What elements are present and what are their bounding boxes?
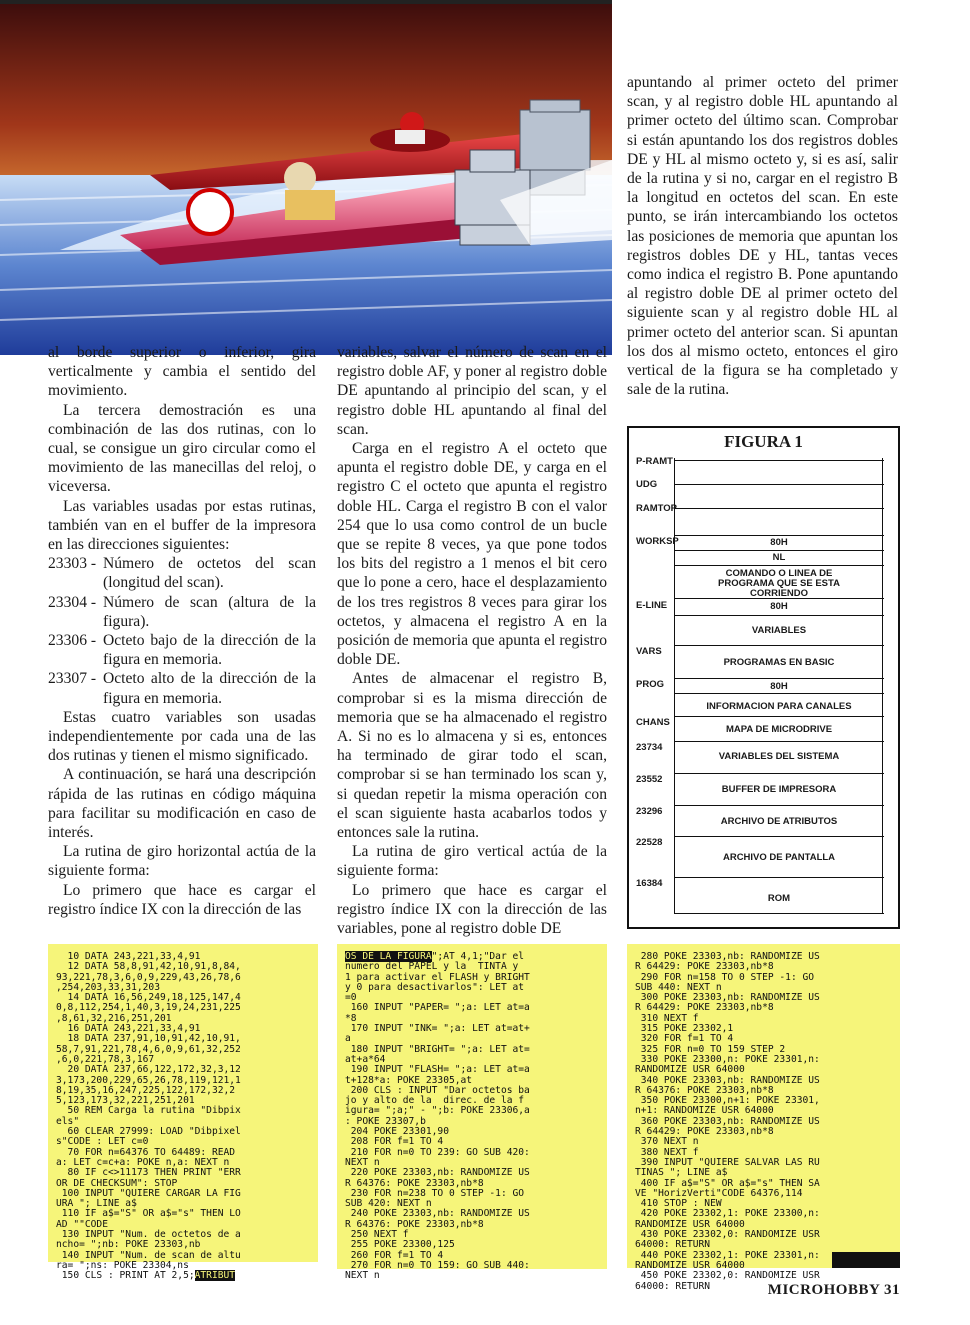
code-line: 12 DATA 58,8,91,42,10,91,8,84,	[56, 961, 241, 973]
code-line: 330 POKE 23300,n: POKE 23301,n:	[635, 1053, 820, 1065]
code-line: SUB 440: NEXT n	[635, 981, 722, 993]
text-column-2	[337, 343, 607, 938]
code-line: numero del PAPEL y la TINTA y	[345, 961, 519, 973]
code-line: 14 DATA 16,56,249,18,125,147,4	[56, 992, 241, 1004]
page-number: 31	[884, 1282, 900, 1298]
code-line: 0,8,112,254,1,40,3,19,24,231,225	[56, 1002, 241, 1014]
code-line: 20 DATA 237,66,122,172,32,3,12	[56, 1064, 241, 1076]
memory-label: VARS	[636, 646, 662, 657]
memory-boundary	[674, 716, 884, 717]
code-line: els"	[56, 1115, 80, 1127]
paragraph: Lo primero que hace es cargar el registro índice IX con la dirección de las	[48, 881, 316, 918]
code-line: 208 FOR f=1 TO 4	[345, 1136, 444, 1148]
listing-code	[345, 952, 601, 1282]
code-line: 380 NEXT f	[635, 1146, 699, 1158]
powerboat-illustration	[0, 0, 612, 355]
code-line: : POKE 23307,b	[345, 1115, 426, 1127]
code-line: 204 POKE 23301,90	[345, 1126, 449, 1138]
code-line: ncho= ";nb: POKE 23303,nb	[56, 1239, 201, 1251]
code-line: 58,7,91,221,78,4,6,0,9,61,32,252	[56, 1043, 241, 1055]
code-line: 64000: RETURN	[635, 1239, 711, 1251]
code-line: R 64376: POKE 23303,nb*8	[345, 1218, 484, 1230]
code-line: 60 CLEAR 27999: LOAD "Dibpixel	[56, 1126, 241, 1138]
memory-boundary	[674, 805, 884, 806]
code-line: 160 INPUT "PAPER= ";a: LET at=a	[345, 1002, 530, 1014]
memory-boundary	[674, 565, 884, 566]
powerboat-art	[0, 0, 612, 355]
memory-cell: ARCHIVO DE PANTALLA	[722, 852, 836, 863]
code-line: R 64429: POKE 23303,nb*8	[635, 961, 774, 973]
code-line: 310 NEXT f	[635, 1012, 699, 1024]
memory-cell: PROGRAMAS EN BASIC	[723, 657, 835, 668]
code-line: 340 POKE 23303,nb: RANDOMIZE US	[635, 1074, 820, 1086]
paragraph: al borde superior o inferior, gira verticalmente y cambia el sentido del movimiento.	[48, 344, 316, 400]
listing-code	[635, 952, 894, 1292]
memory-boundary	[674, 550, 884, 551]
code-line: 16 DATA 243,221,33,4,91	[56, 1023, 201, 1035]
code-line: 100 INPUT "QUIERE CARGAR LA FIG	[56, 1187, 241, 1199]
variable-entry	[48, 593, 316, 631]
code-line: ,254,203,33,31,203	[56, 981, 160, 993]
memory-boundary	[674, 773, 884, 774]
code-line: 220 POKE 23303,nb: RANDOMIZE US	[345, 1167, 530, 1179]
code-line: ";AT 4,1;"Dar el	[431, 951, 525, 962]
variable-address: 23306 -	[48, 632, 97, 650]
code-line: 1 para activar el FLASH y BRIGHT	[345, 971, 530, 983]
paragraph: Antes de almacenar el registro B, comprobar si es la misma dirección de memoria que se ha almacenado el registro A. Si no es lo almacena y si es, entonces ha terminado de girar todo el scan, comprobar si se han terminado los scan y, si quedan repetir la misma operación con el scan siguiente hasta acabarlos todos y entonces sale la rutina.	[337, 670, 607, 842]
inverse-video-text: ATRIBUT	[194, 1270, 236, 1282]
code-line: R 64376: POKE 23303,nb*8	[345, 1177, 484, 1189]
code-line: 270 FOR n=0 TO 159: GO SUB 440:	[345, 1259, 530, 1271]
code-line: at+a*64	[345, 1053, 386, 1065]
code-line: 260 FOR f=1 TO 4	[345, 1249, 444, 1261]
memory-cell: ARCHIVO DE ATRIBUTOS	[720, 816, 838, 827]
code-line: R 64429: POKE 23303,nb*8	[635, 1002, 774, 1014]
memory-label: UDG	[636, 479, 658, 490]
code-line: 8,19,35,16,247,225,122,172,32,2	[56, 1084, 236, 1096]
memory-label: 22528	[636, 837, 663, 848]
code-line: 280 POKE 23303,nb: RANDOMIZE US	[635, 951, 820, 962]
code-line: =0	[345, 992, 357, 1004]
code-line: igura= ";a;" - ";b: POKE 23306,a	[345, 1105, 530, 1117]
basic-listing-1	[48, 944, 318, 1282]
code-line: ra= ";ns: POKE 23304,ns	[56, 1259, 189, 1271]
code-line: OR DE CHECKSUM": STOP	[56, 1177, 178, 1189]
variable-address: 23307 -	[48, 670, 97, 688]
code-line: SUB 420: NEXT n	[345, 1198, 432, 1210]
memory-cell: 80H	[770, 681, 788, 692]
memory-boundary	[674, 460, 884, 461]
variable-address: 23304 -	[48, 593, 97, 611]
magazine-name: MICROHOBBY	[767, 1282, 880, 1298]
listing-code	[56, 952, 312, 1282]
code-line: NEXT n	[345, 1156, 380, 1168]
code-line: 250 NEXT f	[345, 1229, 409, 1241]
paragraph: Las variables usadas por estas rutinas, también van en el buffer de la impresora en las direcciones siguientes:	[48, 497, 316, 554]
code-line: 390 INPUT "QUIERE SALVAR LAS RU	[635, 1156, 820, 1168]
code-line: 180 INPUT "BRIGHT= ";a: LET at=	[345, 1043, 530, 1055]
code-line: 430 POKE 23302,0: RANDOMIZE USR	[635, 1229, 820, 1241]
code-line: 170 INPUT "INK= ";a: LET at=at+	[345, 1023, 530, 1035]
code-line: 230 FOR n=238 TO 0 STEP -1: GO	[345, 1187, 525, 1199]
variable-description: Octeto bajo de la dirección de la figura en memoria.	[103, 632, 316, 669]
code-line: 110 IF a$="S" OR a$="s" THEN LO	[56, 1208, 241, 1220]
memory-boundary	[674, 913, 884, 914]
code-line: 320 FOR f=1 TO 4	[635, 1033, 734, 1045]
memory-cell: ROM	[767, 893, 791, 904]
memory-boundary	[674, 645, 884, 646]
code-line: 190 INPUT "FLASH= ";a: LET at=a	[345, 1064, 530, 1076]
code-line: 300 POKE 23303,nb: RANDOMIZE US	[635, 992, 820, 1004]
paragraph: Lo primero que hace es cargar el registro índice IX con la dirección de las variables, pone al registro doble DE	[337, 881, 607, 938]
memory-label: WORKSP	[636, 536, 679, 547]
text-column-3	[627, 73, 898, 399]
code-line: *8	[345, 1012, 357, 1024]
memory-boundary	[674, 615, 884, 616]
memory-boundary	[674, 678, 884, 679]
code-line: 440 POKE 23302,1: POKE 23301,n:	[635, 1249, 820, 1261]
code-line: NEXT n	[345, 1270, 380, 1282]
memory-cell: MAPA DE MICRODRIVE	[725, 724, 833, 735]
paragraph: apuntando al primer octeto del primer scan, y al registro doble HL apuntando al primer octeto del último scan. Comprobar si están apuntando los dos registros dobles DE y HL al mismo octeto y, si es así, salir de la rutina y si no, cargar en el registro B la longitud en octetos del scan. En este punto, se irán intercambiando los octetos las posiciones de memoria que apuntan los registros dobles DE y HL, tantas veces como indica el registro B. Pone apuntando al registro doble DE al primer octeto del siguiente scan y al registro doble HL al primer octeto del anterior scan. Si apuntan los dos al mismo octeto, entonces el giro vertical de la figura se ha completado y sale de la rutina.	[627, 74, 898, 399]
memory-label: CHANS	[636, 717, 670, 728]
code-line: 64000: RETURN	[635, 1280, 711, 1292]
page-footer	[768, 1282, 900, 1299]
memory-boundary	[674, 693, 884, 694]
paragraph: Estas cuatro variables son usadas independientemente por cada una de las dos rutinas y tienen el mismo significado.	[48, 708, 316, 765]
code-line: R 64429: POKE 23303,nb*8	[635, 1126, 774, 1138]
paragraph: variables, salvar el número de scan en el registro doble AF, y poner al registro doble DE apuntando al principio del scan, y el registro doble HL apuntando al final del scan.	[337, 344, 607, 438]
code-line: 5,123,173,32,221,251,201	[56, 1095, 195, 1107]
code-line: VE "HorizVerti"CODE 64376,114	[635, 1187, 803, 1199]
memory-cell: BUFFER DE IMPRESORA	[721, 784, 837, 795]
paragraph: La rutina de giro vertical actúa de la siguiente forma:	[337, 843, 607, 880]
variable-address: 23303 -	[48, 555, 97, 573]
memory-cell: INFORMACION PARA CANALES	[706, 701, 852, 712]
code-line: AD ""CODE	[56, 1218, 108, 1230]
code-line: 150 CLS : PRINT AT 2,5;	[56, 1270, 195, 1282]
code-line: 210 FOR n=0 TO 239: GO SUB 420:	[345, 1146, 530, 1158]
code-line: jo y alto de la direc. de la f	[345, 1095, 525, 1107]
memory-label: P-RAMT	[636, 456, 673, 467]
memory-cell: VARIABLES	[751, 625, 807, 636]
memory-label: E-LINE	[636, 600, 668, 611]
variable-entry	[48, 631, 316, 669]
code-line: 10 DATA 243,221,33,4,91	[56, 951, 201, 962]
code-line: 80 IF c<>11173 THEN PRINT "ERR	[56, 1167, 241, 1179]
memory-cell: 80H	[770, 537, 788, 548]
code-line: 325 FOR n=0 TO 159 STEP 2	[635, 1043, 786, 1055]
memory-label: RAMTOP	[636, 503, 677, 514]
code-line: 400 IF a$="S" OR a$="s" THEN SA	[635, 1177, 820, 1189]
code-line: ,8,61,32,216,251,201	[56, 1012, 172, 1024]
code-line: 93,221,78,3,6,0,9,229,43,26,78,6	[56, 971, 241, 983]
code-line: 420 POKE 23302,1: POKE 23300,n:	[635, 1208, 820, 1220]
code-line: 450 POKE 23302,0: RANDOMIZE USR	[635, 1270, 820, 1282]
inverse-video-text: OS DE LA FIGURA	[345, 951, 432, 962]
memory-boundary	[674, 508, 884, 509]
code-line: a	[345, 1033, 351, 1045]
code-line: RANDOMIZE USR 64000	[635, 1218, 745, 1230]
code-line: ,6,0,221,78,3,167	[56, 1053, 155, 1065]
paragraph: A continuación, se hará una descripción rápida de las rutinas en código máquina para facilitar su modificación en caso de interés.	[48, 766, 316, 842]
memory-boundary	[674, 741, 884, 742]
basic-listing-2	[337, 944, 607, 1282]
paragraph: Carga en el registro A el octeto que apunta el registro doble DE, y carga en el registro C el octeto que apunta el registro doble HL. Carga el registro B con el valor 254 que lo usa como control de un bucle que se repite 8 veces, ya que pone todos los bits del registro a 1 menos el bit cero que lo pone a cero, hace el desplazamiento de los tres registros 8 veces para girar los octetos, y almacena el registro A en la posición de memoria que apunta el registro doble DE.	[337, 440, 607, 669]
memory-boundary	[674, 836, 884, 837]
memory-map-figure	[627, 426, 900, 929]
figure-title: FIGURA 1	[724, 432, 803, 451]
text-column-1	[48, 343, 316, 919]
memory-boundary	[674, 877, 884, 878]
variable-description: Octeto alto de la dirección de la figura en memoria.	[103, 670, 316, 707]
code-line: R 64376: POKE 23303,nb*8	[635, 1084, 774, 1096]
memory-cell: COMANDO O LINEA DE PROGRAMA QUE SE ESTA CORRIENDO	[718, 568, 840, 599]
listing-end-marker	[832, 1252, 900, 1268]
code-line: 3,173,200,229,65,26,78,119,121,1	[56, 1074, 241, 1086]
code-line: n+1: RANDOMIZE USR 64000	[635, 1105, 774, 1117]
code-line: 240 POKE 23303,nb: RANDOMIZE US	[345, 1208, 530, 1220]
variable-description: Número de octetos del scan (longitud del scan).	[103, 555, 316, 592]
code-line: a: LET c=c+a: POKE n,a: NEXT n	[56, 1156, 230, 1168]
code-line: 70 FOR n=64376 TO 64489: READ	[56, 1146, 236, 1158]
code-line: s"CODE : LET c=0	[56, 1136, 149, 1148]
memory-label: PROG	[636, 679, 664, 690]
memory-cell: NL	[772, 552, 786, 563]
code-line: 200 CLS : INPUT "Dar octetos ba	[345, 1084, 530, 1096]
code-line: RANDOMIZE USR 64000	[635, 1259, 745, 1271]
code-line: 130 INPUT "Num. de octetos de a	[56, 1229, 241, 1241]
code-line: 290 FOR n=158 TO 0 STEP -1: GO	[635, 971, 815, 983]
memory-cell: 80H	[770, 601, 788, 612]
code-line: URA "; LINE a$	[56, 1198, 137, 1210]
code-line: y 0 para desactivarlos": LET at	[345, 981, 525, 993]
memory-cell: VARIABLES DEL SISTEMA	[718, 751, 840, 762]
code-line: 18 DATA 237,91,10,91,42,10,91,	[56, 1033, 241, 1045]
code-line: RANDOMIZE USR 64000	[635, 1064, 745, 1076]
paragraph: La tercera demostración es una combinación de las dos rutinas, con lo cual, se consigue un giro circular como el movimiento de las manecillas del reloj, o viceversa.	[48, 401, 316, 496]
code-line: 410 STOP : NEW	[635, 1198, 722, 1210]
paragraph: La rutina de giro horizontal actúa de la siguiente forma:	[48, 843, 316, 880]
code-line: 140 INPUT "Num. de scan de altu	[56, 1249, 241, 1261]
memory-label: 23552	[636, 774, 663, 785]
code-line: 315 POKE 23302,1	[635, 1023, 734, 1035]
code-line: t+128*a: POKE 23305,at	[345, 1074, 473, 1086]
code-line: 255 POKE 23300,125	[345, 1239, 455, 1251]
code-line: 370 NEXT n	[635, 1136, 699, 1148]
memory-label: 23296	[636, 806, 663, 817]
memory-boundary	[674, 535, 884, 536]
memory-label: 16384	[636, 878, 663, 889]
code-line: TINAS "; LINE a$	[635, 1167, 728, 1179]
variable-entry	[48, 554, 316, 592]
variable-entry	[48, 669, 316, 707]
code-line: 50 REM Carga la rutina "Dibpix	[56, 1105, 241, 1117]
code-line: 350 POKE 23300,n+1: POKE 23301,	[635, 1095, 820, 1107]
code-line: 360 POKE 23303,nb: RANDOMIZE US	[635, 1115, 820, 1127]
memory-boundary	[674, 484, 884, 485]
variable-description: Número de scan (altura de la figura).	[103, 593, 316, 630]
memory-label: 23734	[636, 742, 663, 753]
